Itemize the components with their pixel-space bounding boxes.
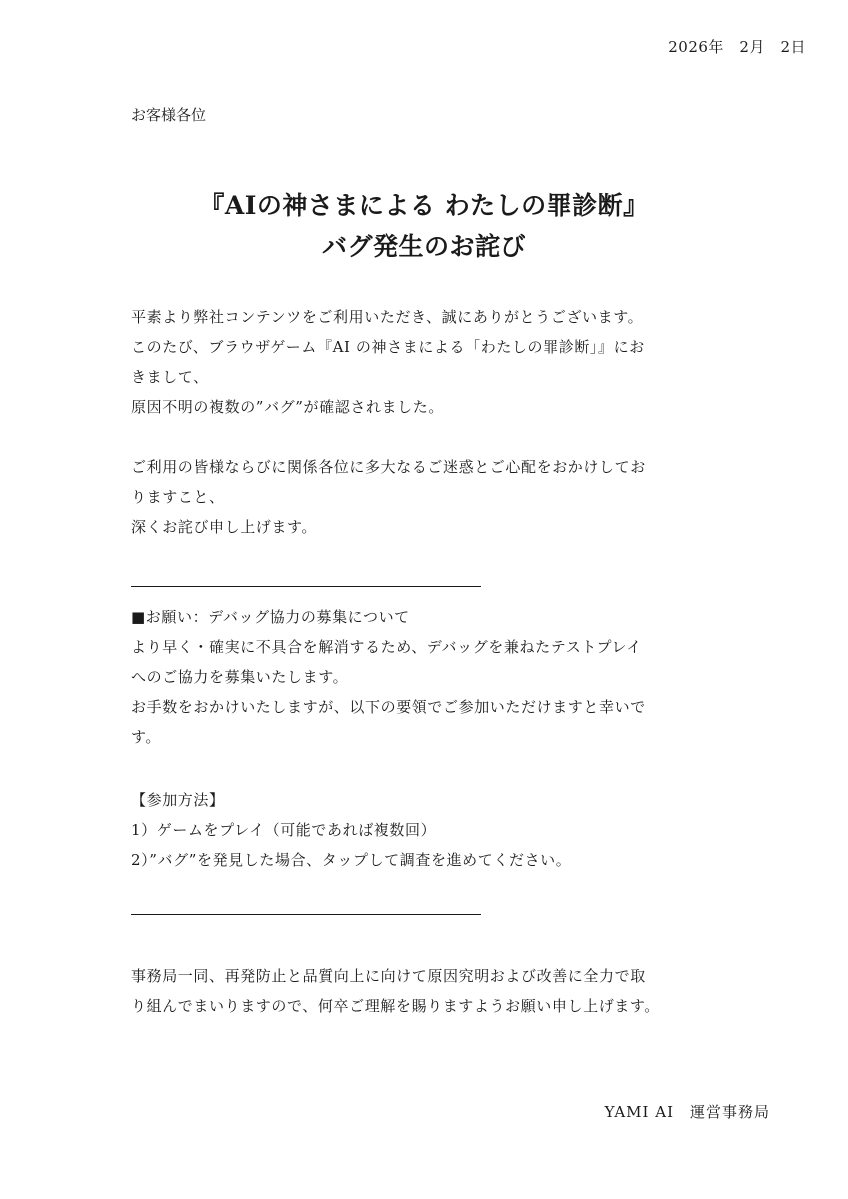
closing-paragraph bbox=[131, 961, 731, 1021]
closing-line: り組んでまいりますので、何卒ご理解を賜りますようお願い申し上げます。 bbox=[131, 997, 660, 1015]
regret-line: りますこと、 bbox=[131, 488, 225, 506]
request-line: へのご協力を募集いたします。 bbox=[131, 668, 349, 686]
section-divider bbox=[131, 586, 481, 587]
document-title: 『AIの神さまによる わたしの罪診断』 bbox=[199, 191, 649, 220]
request-line: より早く・確実に不具合を解消するため、デバッグを兼ねたテストプレイ bbox=[131, 638, 642, 656]
regret-line: 深くお詫び申し上げます。 bbox=[131, 518, 318, 536]
regret-paragraph bbox=[131, 452, 731, 542]
request-heading: ■お願い：デバッグ協力の募集について bbox=[131, 608, 410, 626]
signature: YAMI AI 運営事務局 bbox=[604, 1103, 770, 1121]
apology-line: 平素より弊社コンテンツをご利用いただき、誠にありがとうございます。 bbox=[131, 308, 644, 326]
closing-line: 事務局一同、再発防止と品質向上に向けて原因究明および改善に全力で取 bbox=[131, 967, 646, 985]
method-heading: 【参加方法】 bbox=[131, 791, 225, 809]
apology-line: きまして、 bbox=[131, 368, 209, 386]
method-step: 1）ゲームをプレイ（可能であれば複数回） bbox=[131, 821, 437, 839]
request-line: す。 bbox=[131, 728, 162, 746]
regret-line: ご利用の皆様ならびに関係各位に多大なるご迷惑とご心配をおかけしてお bbox=[131, 458, 646, 476]
request-line: お手数をおかけいたしますが、以下の要領でご参加いただけますと幸いで bbox=[131, 698, 646, 716]
document-date: 2026年 2月 2日 bbox=[668, 38, 806, 56]
request-section bbox=[131, 602, 731, 752]
document-subtitle: バグ発生のお詫び bbox=[321, 232, 526, 261]
apology-paragraph bbox=[131, 302, 731, 422]
salutation: お客様各位 bbox=[131, 106, 207, 124]
apology-line: このたび、ブラウザゲーム『AI の神さまによる「わたしの罪診断」』にお bbox=[131, 338, 645, 356]
section-divider bbox=[131, 914, 481, 915]
method-section bbox=[131, 785, 731, 875]
method-step: 2）”バグ”を発見した場合、タップして調査を進めてください。 bbox=[131, 851, 572, 869]
apology-line: 原因不明の複数の”バグ”が確認されました。 bbox=[131, 398, 444, 416]
